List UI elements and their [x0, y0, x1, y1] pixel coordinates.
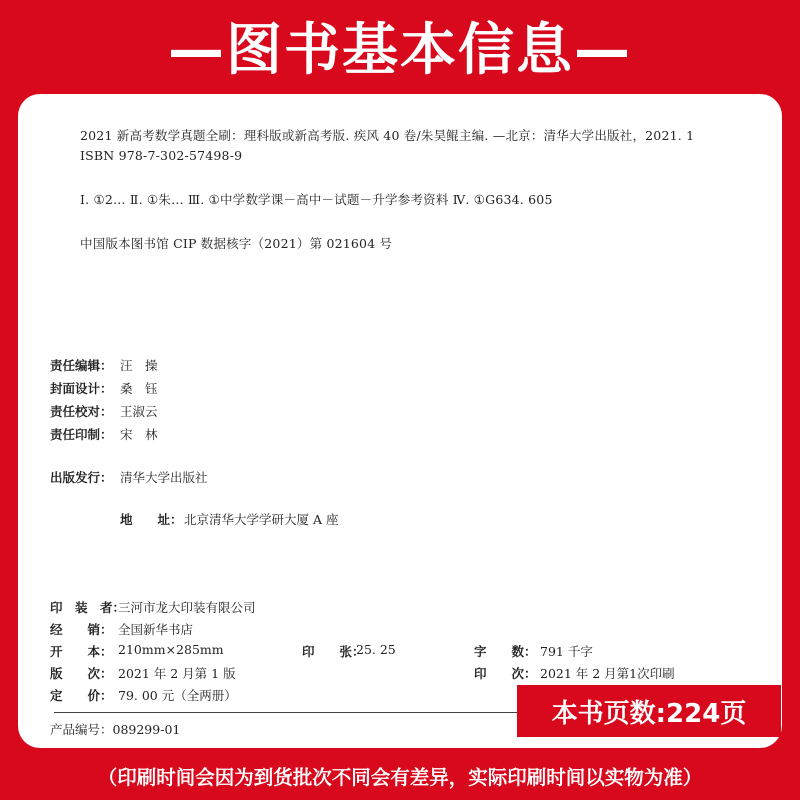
sheets-label: 印 张：	[302, 644, 365, 659]
words-label: 字 数：	[474, 644, 537, 659]
footer-note: （印刷时间会因为到货批次不同会有差异，实际印刷时间以实物为准）	[97, 766, 703, 789]
distributor-label: 经 销：	[50, 622, 113, 637]
price-value: 79. 00 元（全两册）	[118, 688, 237, 703]
page-count-badge	[517, 685, 781, 737]
cip-line-title: 2021 新高考数学真题全刷：理科版或新高考版. 疾风 40 卷/朱昊鲲主编. —北京：清华大学出版社，2021. 1	[80, 128, 695, 143]
page-count-text: 本书页数:224页	[551, 698, 747, 729]
edition-value: 2021 年 2 月第 1 版	[118, 666, 236, 681]
copyright-page-card	[18, 94, 782, 748]
staff-label-editor: 责任编辑：	[50, 358, 113, 373]
publisher-label: 出版发行：	[50, 470, 113, 485]
staff-value-cover: 桑 钰	[120, 381, 158, 396]
printer-value: 三河市龙大印装有限公司	[118, 600, 256, 615]
divider-line	[54, 712, 524, 713]
staff-label-printing: 责任印制：	[50, 427, 113, 442]
publisher-value: 清华大学出版社	[120, 470, 208, 485]
page-title: —图书基本信息—	[168, 18, 632, 83]
cip-line-isbn: ISBN 978-7-302-57498-9	[80, 148, 243, 163]
format-value: 210mm×285mm	[118, 642, 224, 657]
sheets-value: 25. 25	[356, 642, 396, 657]
footer-note-bar	[0, 752, 800, 800]
staff-label-cover: 封面设计：	[50, 381, 113, 396]
staff-value-editor: 汪 操	[120, 358, 158, 373]
cip-line-classification: Ⅰ. ①2… Ⅱ. ①朱… Ⅲ. ①中学数学课－高中－试题－升学参考资料 Ⅳ. ①G634. 605	[80, 192, 553, 207]
printing-label: 印 次：	[474, 666, 537, 681]
address-label: 地 址：	[120, 512, 183, 527]
staff-label-proofreader: 责任校对：	[50, 404, 113, 419]
address-value: 北京清华大学学研大厦 A 座	[184, 512, 339, 527]
cip-line-record: 中国版本图书馆 CIP 数据核字（2021）第 021604 号	[80, 236, 393, 251]
staff-value-printing: 宋 林	[120, 427, 158, 442]
header-banner	[0, 0, 800, 92]
edition-label: 版 次：	[50, 666, 113, 681]
printer-label: 印 装 者：	[50, 600, 126, 615]
printing-value: 2021 年 2 月第1次印刷	[540, 666, 675, 681]
price-label: 定 价：	[50, 688, 113, 703]
words-value: 791 千字	[540, 644, 593, 659]
product-code: 产品编号：089299-01	[50, 722, 181, 737]
format-label: 开 本：	[50, 644, 113, 659]
staff-value-proofreader: 王淑云	[120, 404, 158, 419]
distributor-value: 全国新华书店	[118, 622, 194, 637]
